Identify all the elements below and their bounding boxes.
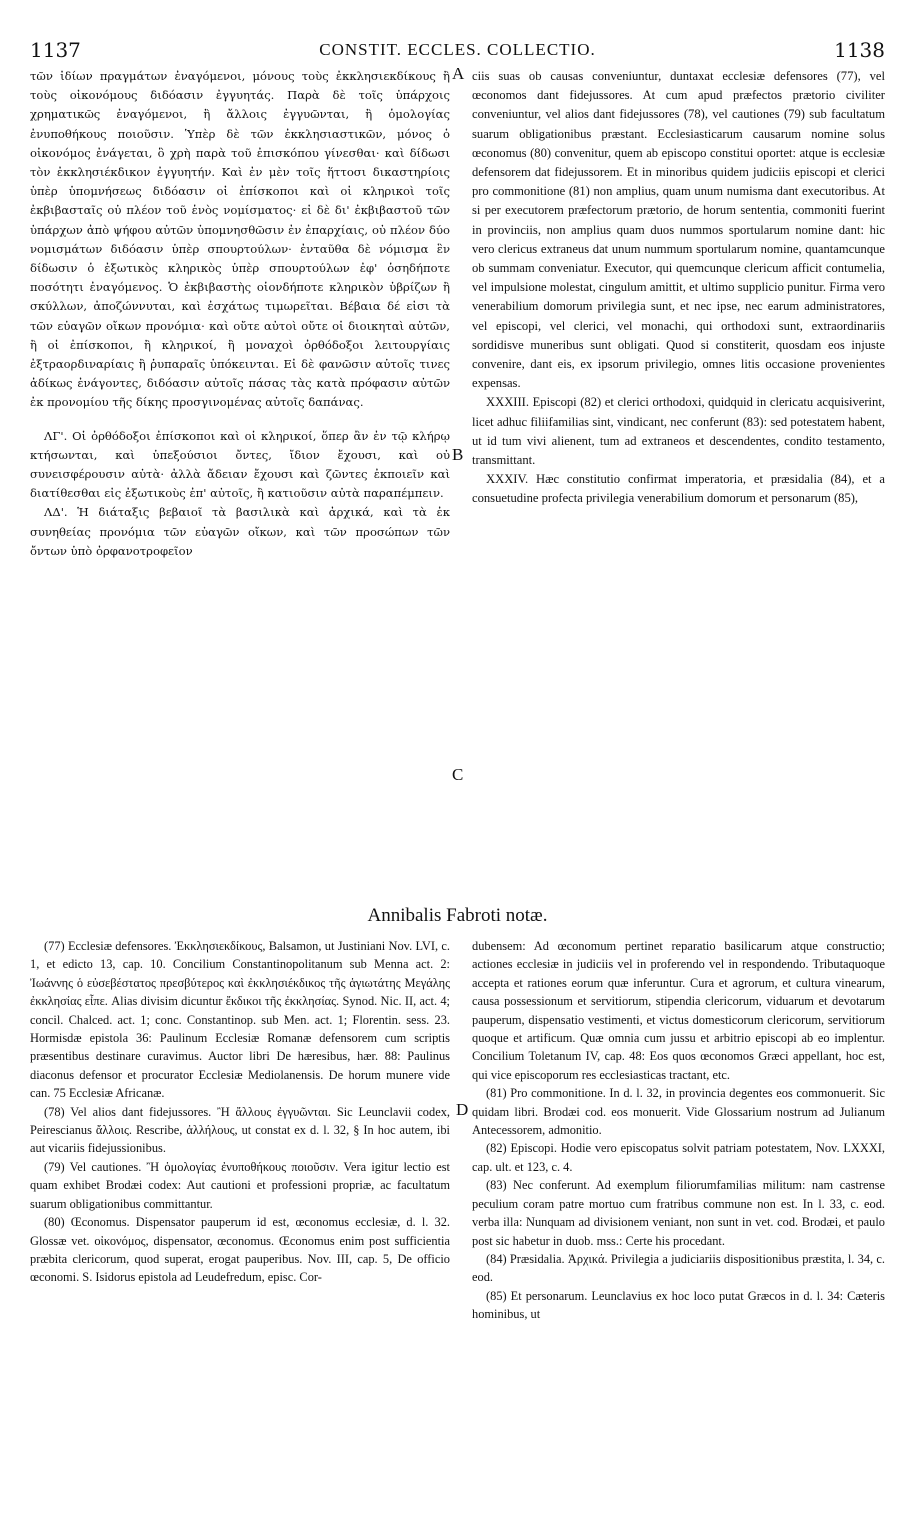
notes-left-column bbox=[30, 937, 450, 1287]
notes-right-column bbox=[472, 937, 885, 1324]
note-84: (84) Præsidalia. Ἀρχικά. Privilegia a judiciariis dispositionibus præstita, l. 34, c. eod. bbox=[472, 1251, 885, 1285]
page-number-right: 1138 bbox=[834, 38, 885, 62]
note-81: (81) Pro commonitione. In d. l. 32, in provincia degentes eos commonuerit. Sic quidam libri. Brodæi cod. eos monuerit. Vide Glossarium nostrum ad Julianum Antecessorem, admonitio. bbox=[472, 1086, 885, 1138]
greek-paragraph-1: τῶν ἰδίων πραγμάτων ἐναγόμενοι, μόνους τοὺς ἐκκλησιεκδίκους ἢ τοὺς οἰκονόμους διδόασιν ἐγγυητάς. Παρὰ δὲ τοῖς ὑπάρχοις χρηματικῶς ἐναγόμενοι, ἢ ἄλλοις ἐγγυῶνται, ἢ ὁμολογίας ἐνυποθήκους ποιοῦσιν. Ὑπὲρ δὲ τῶν ἐκκλησιαστικῶν, μόνος ὁ οἰκονόμος ἐνάγεται, ὃ χρὴ παρὰ τοῦ ἐπισκόπου γίνεσθαι· καὶ δίδωσι τὸν ἐκκλησιέκδικον ἐγγυητήν. Καὶ ἐν μὲν τοῖς ἥττοσι δικαστηρίοις ὑπὲρ ὑπομνήσεως διδόασιν οἱ ἐπίσκοποι καὶ οἱ κληρικοὶ τοῖς ἐκβιβασταῖς οὐ πλέον τοῦ ἑνὸς νομίσματος· εἰ δὲ δι' ἐκβιβαστοῦ τῶν ὑπάρχων ἀπὸ ψήφου αὐτῶν ὑπομνησθῶσιν ἐν ἐπαρχίαις, οὐ πλέον δύο νομισμάτων διδόασιν ὑπὲρ σπουρτούλων· ἐνταῦθα δὲ νόμισμα ἓν δίδωσιν ὁ ἐξωτικὸς κληρικὸς ὑπὲρ σπουρτούλων ἐφ' ὁσηδήποτε ποσότητι ἐναγόμενος. Ὁ ἐκβιβαστὴς οἱονδήποτε κληρικὸν ὑβρίζων ἢ σκύλλων, ἀποζώννυται, καὶ ἐσχάτως τιμωρεῖται. Βέβαια δέ εἰσι τὰ τῶν εὐαγῶν οἴκων προνόμια· καὶ οὔτε αὐτοὶ οὔτε οἱ διοικηταὶ αὐτῶν, ἢ οἱ ἐπίσκοποι, ἢ κληρικοί, ἢ μοναχοὶ ὀρθόδοξοι λειτουργίαις ἐξτραορδιναρίαις ἢ ῥυπαραῖς ὑπόκεινται. Εἰ δὲ φανῶσιν αὐτοῖς τινες ἀδίκως ἐνάγοντες, διδόασιν αὐτοῖς πάσας τὰς κατὰ πρόφασιν αὐτῶν ἐκ προνομίου τῆς δίκης προσγινομένας αὐτοῖς δαπάνας. bbox=[30, 69, 450, 410]
greek-paragraph-34: ΛΔ'. Ἡ διάταξις βεβαιοῖ τὰ βασιλικὰ καὶ ἀρχικά, καὶ τὰ ἐκ συνηθείας προνόμια τῶν εὐαγῶν οἴκων, καὶ τῶν προσώπων τῶν ὄντων ὑπὸ ὀρφανοτροφεῖον bbox=[30, 505, 450, 558]
latin-paragraph-34: XXXIV. Hæc constitutio confirmat imperatoria, et præsidalia (84), et a consuetudine profecta privilegia venerabilium domorum et personarum (85), bbox=[472, 472, 885, 506]
note-80-continued: dubensem: Ad œconomum pertinet reparatio basilicarum atque constructio; actiones ecclesiæ in judiciis vel in proferendo vel in respondendo. Tributaquoque accepta et rationes eorum quæ inferuntur. Cura et agrorum, et cultura vinearum, causa possessionum et servitiorum, stipendia clericorum, viduarum et devotarum pauperum, dispensatio vestimenti, et victus domesticorum clericorum, servitiorum quoque et artificum. Quæ omnia cum jussu et arbitrio episcopi ab eo implentur. Concilium Toletanum IV, cap. 48: Eos quos œconomos Græci appellant, hoc est, qui vice episcoporum res ecclesiasticas tractant, etc. bbox=[472, 939, 885, 1082]
greek-paragraph-33: ΛΓ'. Οἱ ὀρθόδοξοι ἐπίσκοποι καὶ οἱ κληρικοί, ὅπερ ἂν ἐν τῷ κλήρῳ κτήσωνται, καὶ ὑπεξούσιοι ὄντες, ἴδιον ἔχουσι, καὶ οὐ συνεισφέρουσιν αὐτὰ· ἀλλὰ ἄδειαν ἔχουσι καὶ ζῶντες ἐκποιεῖν καὶ διατίθεσθαι εἰς ἐξωτικοὺς ἐπ' αὐτοῖς, ἢ κατιοῦσιν αὐτὰ παραπέμπειν. bbox=[30, 428, 450, 501]
note-80: (80) Œconomus. Dispensator pauperum id est, œconomus ecclesiæ, d. l. 32. Glossæ vet. οἰκονόμος, dispensator, œconomus. Œconomus enim post sufficientia præbita clericorum, quod superat, erogat pauperibus. Nov. III, cap. 5, De officio œconomi. S. Isidorus epistola ad Leudefredum, episc. Cor- bbox=[30, 1215, 450, 1285]
greek-column bbox=[30, 67, 450, 561]
notes-title: Annibalis Fabroti notæ. bbox=[367, 905, 548, 926]
note-85: (85) Et personarum. Leunclavius ex hoc loco putat Græcos in d. l. 34: Cæteris hominibus, ut bbox=[472, 1288, 885, 1322]
page-header bbox=[30, 38, 885, 64]
margin-marker-a: A bbox=[452, 64, 465, 83]
note-82: (82) Episcopi. Hodie vero episcopatus solvit patriam potestatem, Nov. LXXXI, cap. ult. et 123, c. 4. bbox=[472, 1141, 885, 1174]
latin-paragraph-1: ciis suas ob causas conveniuntur, duntaxat ecclesiæ defensores (77), vel œconomos dant fidejussores. At cum apud præfectos prætorio civiliter conveniuntur, vel alios dant fidejussores (78), vel cautiones (79) sub facultatum suarum obligationibus præstant. Ecclesiasticarum causarum nomine solus œconomus (80) convenitur, quem ab episcopo constitui oportet: atque is ecclesiæ defensorem dat fidejussorem. Et in minoribus quidem judiciis episcopi et clerici pro commonitione (81) non amplius, quam unum numisma dant executoribus. At si per executorem præfectorum prætorio, de horum sententia, commoniti fuerint in provinciis, non amplius quam duos nummos sportularum nomine dant: hic vero clericus extraneus dat unum nummum sportularum nomine, quantamcunque ob summam conveniatur. Executor, qui quemcunque clericum afficit contumelia, vel impulsione molestat, cingulum amittit, et ultimo supplicio punitur. Firma vero venerabilium domorum privilegia sunt, et nec ipse, nec earum administratores, vel episcopi, vel clerici, vel monachi, qui orthodoxi sunt, extraordinariis sordidisve muneribus sunt obligati. Quod si constiterit, quosdam eos injuste convenire, dant eis, ex ipsorum privilegio, omnes litis occasione provenientes expensas. bbox=[472, 69, 885, 391]
margin-marker-b: B bbox=[452, 445, 464, 464]
latin-column bbox=[472, 67, 885, 509]
note-77: (77) Ecclesiæ defensores. Ἐκκλησιεκδίκους, Balsamon, ut Justiniani Nov. LVI, c. 1, et edicto 13, cap. 10. Concilium Constantinopolitanum sub Menna act. 2: Ἰωάννης ὁ εὐσεβέστατος πρεσβύτερος καὶ ἐκκλησιέκδικος τῆς ἁγιωτάτης Μεγάλης ἐκκλησίας εἶπε. Alias divisim dicuntur ἔκδικοι τῆς ἐκκλησίας. Synod. Nic. II, act. 4; concil. Chalced. act. 1; conc. Constantinop. sub Men. act. 1; Florentin. sess. 23. Hormisdæ epistola 36: Paulinum Ecclesiæ Romanæ defensorem cum scriptis præsentibus destinare curavimus. Auctor libri De hæresibus, hær. 88: Paulinus diaconus defensor et procurator Ecclesiæ Mediolanensis. De horum munere vide can. 75 Ecclesiæ Africanæ. bbox=[30, 939, 450, 1101]
note-79: (79) Vel cautiones. Ἢ ὁμολογίας ἐνυποθήκους ποιοῦσιν. Vera igitur lectio est quam exhibet Brodæi codex: Aut cautioni et professioni propriæ, ac facultatum suarum obligationibus committantur. bbox=[30, 1159, 450, 1211]
running-title: CONSTIT. ECCLES. COLLECTIO. bbox=[319, 40, 596, 59]
latin-paragraph-33: XXXIII. Episcopi (82) et clerici orthodoxi, quidquid in clericatu acquisiverint, licet adhuc filiifamilias sint, vindicant, nec conferunt (83): sed potestatem habent, ut id tum vivi alienent, tum ad extraneos et descendentes, condito testamento, transmittant. bbox=[472, 395, 885, 468]
page-number-left: 1137 bbox=[30, 38, 81, 62]
note-83: (83) Nec conferunt. Ad exemplum filiorumfamilias militum: nam castrense peculium coram patre mortuo cum fratribus commune non est. In l. 33, c. eod. verba illa: Nunquam ad divisionem veniant, non sunt in vet. cod. Brodæi, et paulo post sic habetur in duob. mss.: Certe his procedant. bbox=[472, 1178, 885, 1248]
margin-marker-c: C bbox=[452, 765, 464, 784]
margin-marker-d: D bbox=[456, 1100, 469, 1119]
note-78: (78) Vel alios dant fidejussores. Ἢ ἄλλους ἐγγυῶνται. Sic Leunclavii codex, Peirescianus ἄλλοις. Rescribe, ἀλλήλους, ut constat ex d. l. 32, § In hoc autem, ibi aut vicariis fidejussionibus. bbox=[30, 1104, 450, 1156]
